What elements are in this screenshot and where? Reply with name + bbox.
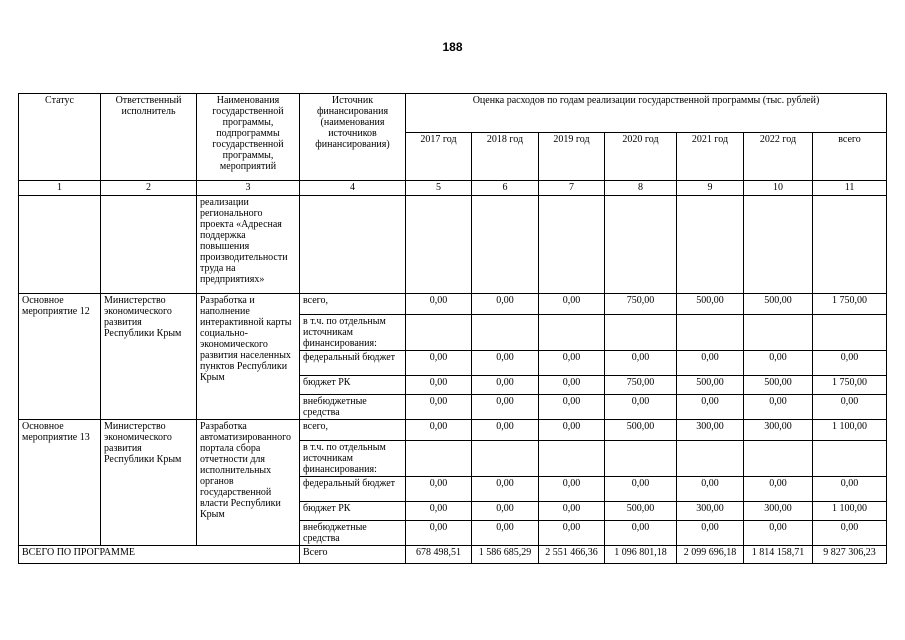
value-cell: 500,00 bbox=[744, 376, 813, 395]
header-year: 2019 год bbox=[539, 133, 605, 181]
event-name: Разработка и наполнение интерактивной карты социально-экономического развития населенных пунктов Республики Крым bbox=[197, 294, 300, 420]
value-cell: 0,00 bbox=[813, 351, 887, 376]
value-cell: 500,00 bbox=[744, 294, 813, 315]
value-cell: 0,00 bbox=[677, 351, 744, 376]
total-value: 1 814 158,71 bbox=[744, 546, 813, 564]
value-cell: 750,00 bbox=[605, 376, 677, 395]
value-cell: 0,00 bbox=[472, 521, 539, 546]
source-label: в т.ч. по отдельным источникам финансирования: bbox=[300, 441, 406, 477]
value-cell: 500,00 bbox=[677, 294, 744, 315]
value-cell: 0,00 bbox=[744, 521, 813, 546]
value-cell: 0,00 bbox=[539, 502, 605, 521]
header-status: Статус bbox=[19, 94, 101, 181]
value-cell: 0,00 bbox=[605, 521, 677, 546]
value-cell: 0,00 bbox=[406, 294, 472, 315]
column-number: 4 bbox=[300, 181, 406, 196]
header-name: Наименования государственной программы, подпрограммы государственной программы, мероприятий bbox=[197, 94, 300, 181]
event-status: Основное мероприятие 12 bbox=[19, 294, 101, 420]
value-cell: 300,00 bbox=[744, 502, 813, 521]
event-name: Разработка автоматизированного портала сбора отчетности для исполнительных органов государственной власти Республики Крым bbox=[197, 420, 300, 546]
total-value: 9 827 306,23 bbox=[813, 546, 887, 564]
column-number: 3 bbox=[197, 181, 300, 196]
event-status: Основное мероприятие 13 bbox=[19, 420, 101, 546]
header-year: 2017 год bbox=[406, 133, 472, 181]
value-cell: 0,00 bbox=[472, 395, 539, 420]
value-cell: 0,00 bbox=[539, 294, 605, 315]
value-cell: 0,00 bbox=[472, 294, 539, 315]
column-number: 5 bbox=[406, 181, 472, 196]
value-cell: 0,00 bbox=[813, 521, 887, 546]
header-total: всего bbox=[813, 133, 887, 181]
total-value: 1 586 685,29 bbox=[472, 546, 539, 564]
source-label: внебюджетные средства bbox=[300, 395, 406, 420]
value-cell: 0,00 bbox=[539, 420, 605, 441]
total-value: 2 099 696,18 bbox=[677, 546, 744, 564]
total-label: ВСЕГО ПО ПРОГРАММЕ bbox=[19, 546, 300, 564]
column-number: 10 bbox=[744, 181, 813, 196]
value-cell: 0,00 bbox=[472, 420, 539, 441]
value-cell: 0,00 bbox=[539, 351, 605, 376]
total-value: 678 498,51 bbox=[406, 546, 472, 564]
value-cell: 0,00 bbox=[539, 477, 605, 502]
value-cell: 300,00 bbox=[744, 420, 813, 441]
column-number-row bbox=[19, 181, 887, 196]
source-label: в т.ч. по отдельным источникам финансирования: bbox=[300, 315, 406, 351]
value-cell: 0,00 bbox=[744, 351, 813, 376]
value-cell: 500,00 bbox=[605, 420, 677, 441]
value-cell: 750,00 bbox=[605, 294, 677, 315]
header-year: 2021 год bbox=[677, 133, 744, 181]
total-value: 2 551 466,36 bbox=[539, 546, 605, 564]
value-cell: 1 750,00 bbox=[813, 376, 887, 395]
value-cell: 0,00 bbox=[605, 477, 677, 502]
source-label: федеральный бюджет bbox=[300, 351, 406, 376]
value-cell: 0,00 bbox=[472, 477, 539, 502]
event-executor: Министерство экономического развития Республики Крым bbox=[101, 420, 197, 546]
value-cell: 0,00 bbox=[744, 477, 813, 502]
value-cell: 0,00 bbox=[813, 477, 887, 502]
column-number: 7 bbox=[539, 181, 605, 196]
budget-table bbox=[18, 93, 887, 564]
value-cell: 0,00 bbox=[472, 376, 539, 395]
source-label: внебюджетные средства bbox=[300, 521, 406, 546]
value-cell: 1 100,00 bbox=[813, 420, 887, 441]
table-row bbox=[19, 294, 887, 315]
value-cell: 0,00 bbox=[605, 351, 677, 376]
value-cell: 0,00 bbox=[406, 351, 472, 376]
value-cell: 0,00 bbox=[539, 521, 605, 546]
source-label: бюджет РК bbox=[300, 376, 406, 395]
value-cell: 0,00 bbox=[406, 477, 472, 502]
value-cell: 0,00 bbox=[539, 395, 605, 420]
event-executor: Министерство экономического развития Республики Крым bbox=[101, 294, 197, 420]
value-cell: 0,00 bbox=[539, 376, 605, 395]
total-source: Всего bbox=[300, 546, 406, 564]
column-number: 8 bbox=[605, 181, 677, 196]
value-cell: 0,00 bbox=[472, 351, 539, 376]
source-label: бюджет РК bbox=[300, 502, 406, 521]
header-year: 2022 год bbox=[744, 133, 813, 181]
value-cell: 0,00 bbox=[744, 395, 813, 420]
column-number: 6 bbox=[472, 181, 539, 196]
total-row bbox=[19, 546, 887, 564]
column-number: 9 bbox=[677, 181, 744, 196]
value-cell: 300,00 bbox=[677, 420, 744, 441]
header-year: 2018 год bbox=[472, 133, 539, 181]
value-cell: 1 750,00 bbox=[813, 294, 887, 315]
value-cell: 500,00 bbox=[605, 502, 677, 521]
source-label: федеральный бюджет bbox=[300, 477, 406, 502]
page-number: 188 bbox=[442, 40, 463, 54]
total-value: 1 096 801,18 bbox=[605, 546, 677, 564]
value-cell: 0,00 bbox=[406, 376, 472, 395]
value-cell: 0,00 bbox=[406, 395, 472, 420]
value-cell: 500,00 bbox=[677, 376, 744, 395]
value-cell: 0,00 bbox=[677, 477, 744, 502]
value-cell: 0,00 bbox=[813, 395, 887, 420]
continuation-row bbox=[19, 196, 887, 294]
value-cell: 0,00 bbox=[406, 420, 472, 441]
table-row bbox=[19, 420, 887, 441]
header-year: 2020 год bbox=[605, 133, 677, 181]
value-cell: 0,00 bbox=[472, 502, 539, 521]
value-cell: 0,00 bbox=[677, 395, 744, 420]
value-cell: 0,00 bbox=[406, 521, 472, 546]
value-cell: 1 100,00 bbox=[813, 502, 887, 521]
continuation-text: реализации регионального проекта «Адресная поддержка повышения производительности труда на предприятиях» bbox=[197, 196, 300, 294]
source-label: всего, bbox=[300, 294, 406, 315]
header-estimate: Оценка расходов по годам реализации государственной программы (тыс. рублей) bbox=[406, 94, 887, 133]
value-cell: 0,00 bbox=[406, 502, 472, 521]
header-executor: Ответственный исполнитель bbox=[101, 94, 197, 181]
value-cell: 300,00 bbox=[677, 502, 744, 521]
column-number: 11 bbox=[813, 181, 887, 196]
column-number: 2 bbox=[101, 181, 197, 196]
source-label: всего, bbox=[300, 420, 406, 441]
header-source: Источник финансирования (наименования источников финансирования) bbox=[300, 94, 406, 181]
value-cell: 0,00 bbox=[605, 395, 677, 420]
column-number: 1 bbox=[19, 181, 101, 196]
value-cell: 0,00 bbox=[677, 521, 744, 546]
